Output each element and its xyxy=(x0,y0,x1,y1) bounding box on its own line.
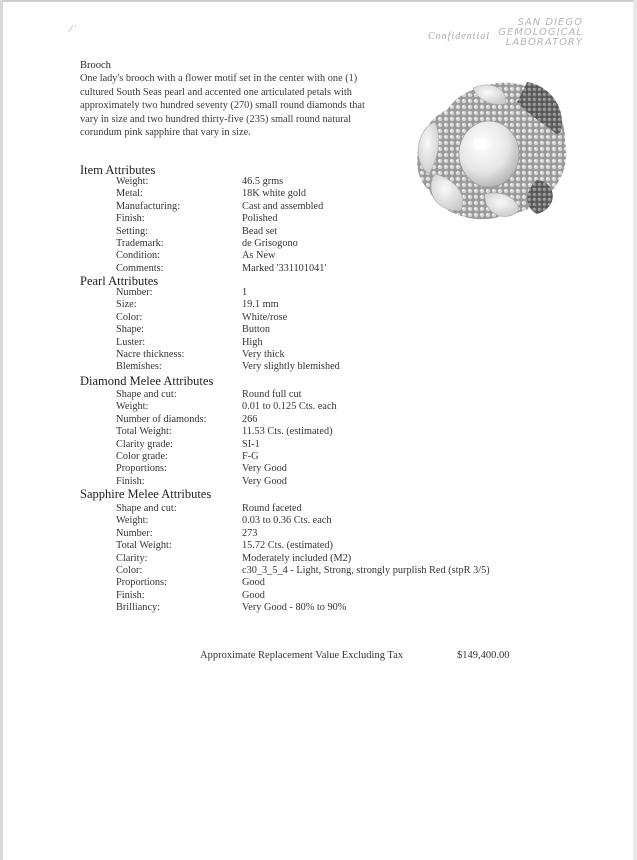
attr-label: Metal: xyxy=(116,188,143,200)
attr-row-number xyxy=(116,528,490,540)
attr-value: Very Good xyxy=(242,463,287,475)
sapphire-attributes-heading: Sapphire Melee Attributes xyxy=(80,487,212,501)
attr-label: Finish: xyxy=(116,475,145,487)
attr-row-finish xyxy=(116,590,490,602)
attr-value: 273 xyxy=(242,527,258,539)
attr-row-shape-cut xyxy=(116,503,490,515)
attr-row-shape-cut xyxy=(116,389,337,401)
letterhead xyxy=(498,18,583,48)
attr-row-total-weight xyxy=(116,426,337,438)
attr-label: Number: xyxy=(116,287,153,298)
attr-label: Clarity: xyxy=(116,552,148,564)
attr-value: As New xyxy=(242,250,276,262)
item-title: Brooch xyxy=(80,60,111,71)
attr-label: Brilliancy: xyxy=(116,602,161,614)
attr-value: 15.72 Cts. (estimated) xyxy=(242,540,333,552)
attr-value: Good xyxy=(242,577,265,589)
attr-value: High xyxy=(242,336,263,348)
attr-row-total-weight xyxy=(116,540,490,552)
attr-value: Very slightly blemished xyxy=(242,361,340,373)
attr-label: Shape: xyxy=(116,324,145,336)
sapphire-attributes-list xyxy=(116,503,490,615)
attr-row-trademark xyxy=(116,238,326,250)
attr-label: Luster: xyxy=(116,336,146,348)
attr-value: Round full cut xyxy=(242,389,302,400)
attr-label: Number: xyxy=(116,527,153,539)
item-description: One lady's brooch with a flower motif set in the center with one (1) cultured South Seas pearl and accented one articulated petals with approximately two hundred seventy (270) small round diamonds that vary in size and two hundred thirty-five (235) small round natural corundum pink sapphire that vary in size. xyxy=(80,73,365,139)
item-description-block xyxy=(80,59,380,140)
attr-row-blemishes xyxy=(116,361,340,373)
attr-label: Finish: xyxy=(116,589,145,601)
attr-row-manufacturing xyxy=(116,201,326,213)
attr-value: Very Good - 80% to 90% xyxy=(242,602,347,614)
attr-value: White/rose xyxy=(242,311,288,323)
attr-value: de Grisogono xyxy=(242,237,298,249)
attr-label: Shape and cut: xyxy=(116,503,177,514)
lab-name-line2: GEMOLOGICAL xyxy=(498,27,583,38)
attr-row-finish xyxy=(116,213,326,225)
attr-row-proportions xyxy=(116,577,490,589)
attr-value: 11.53 Cts. (estimated) xyxy=(242,426,333,438)
attr-row-color-grade xyxy=(116,451,337,463)
attr-value: 19.1 mm xyxy=(242,299,279,311)
attr-label: Color: xyxy=(116,564,143,576)
attr-label: Size: xyxy=(116,299,137,311)
attr-label: Nacre thickness: xyxy=(116,348,185,360)
item-attributes-list xyxy=(116,176,326,275)
brooch-photo xyxy=(377,62,577,232)
attr-value: 0.01 to 0.125 Cts. each xyxy=(242,401,337,413)
attr-row-luster xyxy=(116,337,340,349)
attr-label: Proportions: xyxy=(116,577,167,589)
attr-label: Setting: xyxy=(116,225,149,237)
attr-value: Good xyxy=(242,589,265,601)
attr-row-color xyxy=(116,312,340,324)
attr-value: SI-1 xyxy=(242,438,260,450)
attr-row-setting xyxy=(116,226,326,238)
confidential-mark: Confidential xyxy=(428,31,490,42)
attr-value: Very thick xyxy=(242,348,285,360)
pearl-attributes-list xyxy=(116,287,340,374)
attr-row-proportions xyxy=(116,463,337,475)
attr-row-metal xyxy=(116,188,326,200)
attr-value: Polished xyxy=(242,213,278,225)
attr-row-weight xyxy=(116,515,490,527)
attr-value: 18K white gold xyxy=(242,188,307,200)
attr-label: Weight: xyxy=(116,401,149,413)
attr-value: c30_3_5_4 - Light, Strong, strongly purplish Red (stpR 3/5) xyxy=(242,564,490,576)
attr-label: Finish: xyxy=(116,213,145,225)
attr-row-clarity xyxy=(116,553,490,565)
attr-label: Proportions: xyxy=(116,463,167,475)
attr-label: Weight: xyxy=(116,176,149,187)
attr-label: Total Weight: xyxy=(116,426,172,438)
attr-row-color xyxy=(116,565,490,577)
attr-row-number xyxy=(116,287,340,299)
attr-row-clarity-grade xyxy=(116,439,337,451)
replacement-value-amount: $149,400.00 xyxy=(457,650,510,661)
attr-row-condition xyxy=(116,250,326,262)
attr-row-weight xyxy=(116,401,337,413)
attr-row-size xyxy=(116,299,340,311)
attr-value: Round faceted xyxy=(242,503,302,514)
diamond-attributes-list xyxy=(116,389,337,488)
attr-label: Manufacturing: xyxy=(116,200,181,212)
pearl-attributes-heading: Pearl Attributes xyxy=(80,274,159,288)
attr-value: Very Good xyxy=(242,475,287,487)
lab-name-line1: SAN DIEGO xyxy=(517,17,583,28)
attr-row-number-diamonds xyxy=(116,414,337,426)
attr-label: Number of diamonds: xyxy=(116,413,207,425)
attr-label: Trademark: xyxy=(116,237,164,249)
attr-value: Bead set xyxy=(242,225,278,237)
replacement-value-label: Approximate Replacement Value Excluding Tax xyxy=(200,650,403,661)
attr-value: F-G xyxy=(242,450,259,462)
attr-label: Color: xyxy=(116,311,143,323)
scan-edge-right xyxy=(633,0,637,860)
attr-value: Button xyxy=(242,324,271,336)
attr-label: Color grade: xyxy=(116,450,168,462)
lab-name-line3: LABORATORY xyxy=(505,37,583,48)
attr-row-nacre-thickness xyxy=(116,349,340,361)
attr-value: 266 xyxy=(242,413,258,425)
attr-label: Comments: xyxy=(116,262,164,274)
attr-label: Total Weight: xyxy=(116,540,172,552)
item-attributes-heading: Item Attributes xyxy=(80,163,156,177)
scan-edge-left xyxy=(0,0,3,860)
scan-mark: ⁄ ˙ xyxy=(70,24,77,34)
scan-edge-top xyxy=(0,0,637,2)
attr-value: Moderately included (M2) xyxy=(242,552,352,564)
attr-value: 0.03 to 0.36 Cts. each xyxy=(242,515,332,527)
attr-label: Blemishes: xyxy=(116,361,162,373)
attr-label: Condition: xyxy=(116,250,161,262)
attr-value: 1 xyxy=(242,287,248,298)
diamond-attributes-heading: Diamond Melee Attributes xyxy=(80,374,214,388)
attr-row-shape xyxy=(116,324,340,336)
attr-value: 46.5 grms xyxy=(242,176,284,187)
attr-row-brilliancy xyxy=(116,602,490,614)
attr-row-weight xyxy=(116,176,326,188)
attr-label: Shape and cut: xyxy=(116,389,177,400)
attr-value: Cast and assembled xyxy=(242,200,324,212)
attr-label: Clarity grade: xyxy=(116,438,173,450)
attr-value: Marked '331101041' xyxy=(242,262,327,274)
attr-label: Weight: xyxy=(116,515,149,527)
